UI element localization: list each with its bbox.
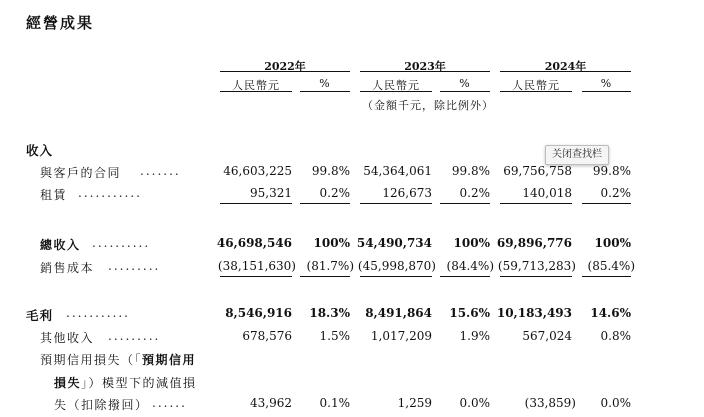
col-currency-2024: 人民幣元 xyxy=(512,79,560,92)
ecl-label-rest: 」）模型下的減值損 xyxy=(81,376,197,390)
cell-contracts-2023-amount: 54,364,061 xyxy=(363,164,432,178)
leader-dots: ......... xyxy=(108,329,161,343)
cell-gross-profit-2022-pct: 18.3% xyxy=(309,306,350,320)
col-percent-2023: % xyxy=(459,77,471,90)
cell-other-income-2022-amount: 678,576 xyxy=(242,329,292,343)
cell-ecl-2023-amount: 1,259 xyxy=(397,396,432,410)
row-label-ecl-line2 xyxy=(54,374,197,391)
cell-cost-of-sales-2022-amount: (38,151,630) xyxy=(217,259,296,273)
section-gross-profit: 毛利 xyxy=(26,308,54,323)
leader-dots: .......... xyxy=(92,236,151,250)
cell-total-revenue-2024-amount: 69,896,776 xyxy=(496,236,572,250)
cell-lease-2023-pct: 0.2% xyxy=(459,186,490,200)
cell-ecl-2024-pct: 0.0% xyxy=(600,396,631,410)
ecl-label-defined-term: 預期信用 xyxy=(142,353,197,367)
subtotal-rule xyxy=(582,203,631,204)
cell-total-revenue-2023-pct: 100% xyxy=(453,236,490,250)
year-2022-header: 2022年 xyxy=(264,60,306,73)
cell-total-revenue-2022-pct: 100% xyxy=(313,236,350,250)
leader-dots: ...... xyxy=(152,396,187,410)
section-revenue: 收入 xyxy=(26,143,54,158)
cell-contracts-2023-pct: 99.8% xyxy=(451,164,490,178)
subtotal-rule xyxy=(220,276,292,277)
cell-ecl-2023-pct: 0.0% xyxy=(459,396,490,410)
year-2022-rule xyxy=(220,71,350,72)
cell-contracts-2024-amount: 69,756,758 xyxy=(503,164,572,178)
subtotal-rule xyxy=(300,276,350,277)
cell-other-income-2023-amount: 1,017,209 xyxy=(370,329,432,343)
cell-gross-profit-2023-pct: 15.6% xyxy=(449,306,490,320)
cell-lease-2024-amount: 140,018 xyxy=(522,186,572,200)
col-rule xyxy=(582,91,631,92)
leader-dots: ........... xyxy=(78,186,142,200)
cell-other-income-2022-pct: 1.5% xyxy=(319,329,350,343)
row-label-lease: 租賃 xyxy=(40,188,68,202)
cell-gross-profit-2024-amount: 10,183,493 xyxy=(496,306,572,320)
subtotal-rule xyxy=(440,276,490,277)
cell-total-revenue-2023-amount: 54,490,734 xyxy=(356,236,432,250)
cell-lease-2024-pct: 0.2% xyxy=(600,186,631,200)
cell-ecl-2022-amount: 43,962 xyxy=(250,396,292,410)
row-label-ecl-line3: 失（扣除撥回） xyxy=(54,398,149,412)
leader-dots: ........... xyxy=(66,306,130,320)
subtotal-rule xyxy=(360,276,432,277)
cell-lease-2023-amount: 126,673 xyxy=(382,186,432,200)
cell-lease-2022-pct: 0.2% xyxy=(319,186,350,200)
subtotal-rule xyxy=(500,203,572,204)
subtotal-rule xyxy=(582,276,631,277)
col-percent-2024: % xyxy=(600,77,613,90)
cell-cost-of-sales-2024-pct: (85.4%) xyxy=(587,259,635,273)
cell-total-revenue-2022-amount: 46,698,546 xyxy=(216,236,292,250)
year-2024-header: 2024年 xyxy=(544,60,587,73)
row-label-cost-of-sales: 銷售成本 xyxy=(40,261,95,275)
page-title: 經營成果 xyxy=(26,14,95,32)
ecl-label-defined-term: 損失 xyxy=(54,376,82,390)
subtotal-rule xyxy=(220,203,292,204)
col-rule xyxy=(220,91,292,92)
close-find-bar-tooltip: 关闭查找栏 xyxy=(545,145,609,165)
row-label-total-revenue: 總收入 xyxy=(40,238,81,252)
cell-other-income-2023-pct: 1.9% xyxy=(459,329,490,343)
row-label-other-income: 其他收入 xyxy=(40,331,95,345)
subtotal-rule xyxy=(360,203,432,204)
row-label-ecl-line1 xyxy=(40,351,196,368)
cell-contracts-2024-pct: 99.8% xyxy=(592,164,631,178)
ecl-label-prefix: 預期信用損失（「 xyxy=(40,353,143,367)
leader-dots: ....... xyxy=(140,164,181,178)
col-rule xyxy=(300,91,350,92)
subtotal-rule xyxy=(500,276,572,277)
cell-lease-2022-amount: 95,321 xyxy=(250,186,292,200)
col-currency-2022: 人民幣元 xyxy=(232,79,280,92)
year-2024-rule xyxy=(500,71,631,72)
cell-contracts-2022-amount: 46,603,225 xyxy=(223,164,292,178)
year-2023-rule xyxy=(360,71,490,72)
col-rule xyxy=(500,91,572,92)
cell-other-income-2024-amount: 567,024 xyxy=(522,329,572,343)
cell-total-revenue-2024-pct: 100% xyxy=(594,236,631,250)
row-label-contracts: 與客戶的合同 xyxy=(40,166,122,180)
col-rule xyxy=(440,91,490,92)
leader-dots: ......... xyxy=(108,259,161,273)
cell-cost-of-sales-2023-pct: (84.4%) xyxy=(446,259,494,273)
year-2023-header: 2023年 xyxy=(404,60,446,73)
subtotal-rule xyxy=(440,203,490,204)
col-percent-2022: % xyxy=(319,77,331,90)
cell-contracts-2022-pct: 99.8% xyxy=(311,164,350,178)
amount-unit-note: （金額千元，除比例外） xyxy=(362,99,494,112)
col-rule xyxy=(360,91,432,92)
cell-ecl-2022-pct: 0.1% xyxy=(319,396,350,410)
cell-gross-profit-2022-amount: 8,546,916 xyxy=(225,306,292,320)
subtotal-rule xyxy=(300,203,350,204)
cell-cost-of-sales-2023-amount: (45,998,870) xyxy=(357,259,436,273)
cell-gross-profit-2023-amount: 8,491,864 xyxy=(365,306,432,320)
cell-gross-profit-2024-pct: 14.6% xyxy=(590,306,631,320)
col-currency-2023: 人民幣元 xyxy=(372,79,420,92)
cell-cost-of-sales-2024-amount: (59,713,283) xyxy=(497,259,576,273)
cell-cost-of-sales-2022-pct: (81.7%) xyxy=(306,259,354,273)
cell-other-income-2024-pct: 0.8% xyxy=(600,329,631,343)
cell-ecl-2024-amount: (33,859) xyxy=(524,396,576,410)
